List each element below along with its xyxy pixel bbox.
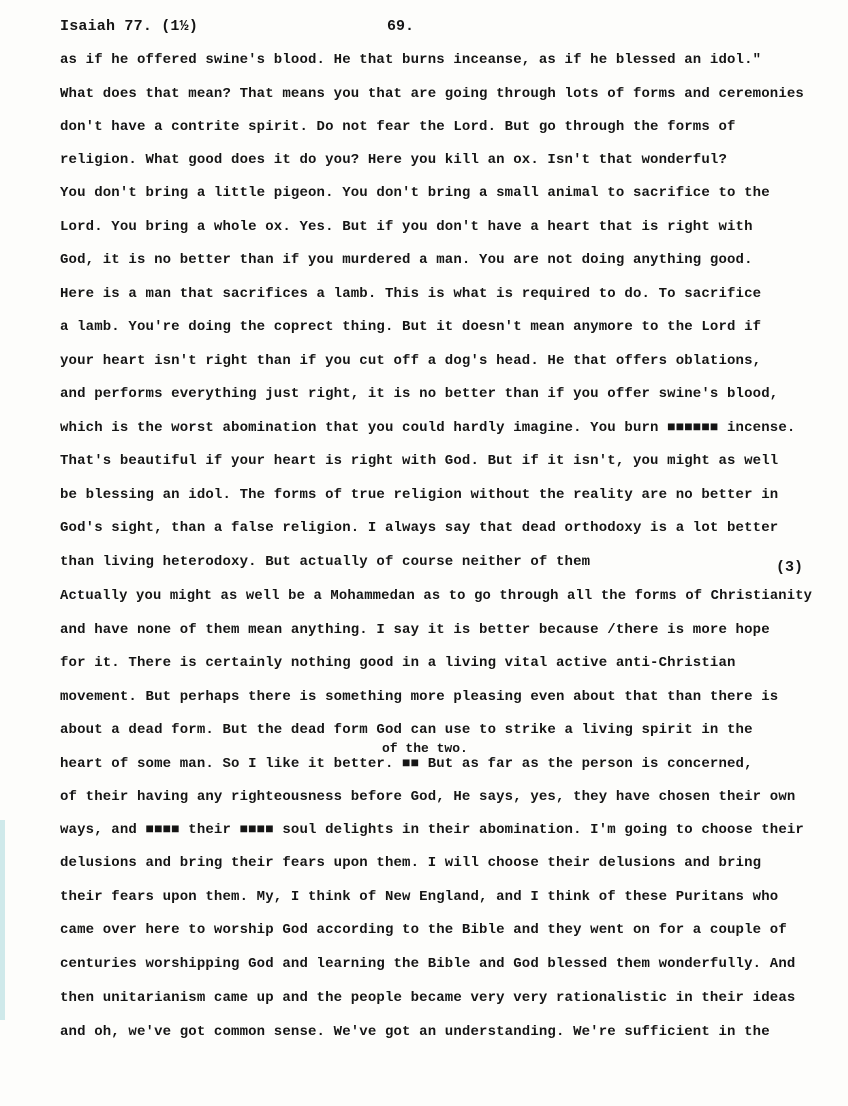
text-line: God's sight, than a false religion. I always say that dead orthodoxy is a lot better [60, 520, 779, 536]
text-line: which is the worst abomination that you could hardly imagine. You burn ■■■■■■ incense. [60, 420, 796, 436]
text-line: movement. But perhaps there is something more pleasing even about that than there is [60, 689, 779, 705]
text-line: came over here to worship God according to the Bible and they went on for a couple of [60, 922, 787, 938]
text-line: ways, and ■■■■ their ■■■■ soul delights in their abomination. I'm going to choose their [60, 822, 804, 838]
text-line: That's beautiful if your heart is right with God. But if it isn't, you might as well [60, 453, 779, 469]
chapter-reference: Isaiah 77. (1½) [60, 18, 199, 35]
text-line: don't have a contrite spirit. Do not fear the Lord. But go through the forms of [60, 119, 736, 135]
text-line: as if he offered swine's blood. He that burns inceanse, as if he blessed an idol." [60, 52, 762, 68]
text-line: then unitarianism came up and the people became very very rationalistic in their ideas [60, 990, 796, 1006]
text-line: than living heterodoxy. But actually of course neither of them [60, 554, 591, 570]
text-line: and have none of them mean anything. I say it is better because /there is more hope [60, 622, 770, 638]
text-line: your heart isn't right than if you cut off a dog's head. He that offers oblations, [60, 353, 762, 369]
interlinear-insert: of the two. [382, 741, 468, 756]
text-line: Lord. You bring a whole ox. Yes. But if you don't have a heart that is right with [60, 219, 753, 235]
text-line: delusions and bring their fears upon them. I will choose their delusions and bring [60, 855, 762, 871]
text-line: be blessing an idol. The forms of true religion without the reality are no better in [60, 487, 779, 503]
text-line: and oh, we've got common sense. We've got an understanding. We're sufficient in the [60, 1024, 770, 1040]
text-line: about a dead form. But the dead form God can use to strike a living spirit in the [60, 722, 753, 738]
text-line: a lamb. You're doing the coprect thing. But it doesn't mean anymore to the Lord if [60, 319, 762, 335]
text-line: centuries worshipping God and learning the Bible and God blessed them wonderfully. And [60, 956, 796, 972]
text-line: Actually you might as well be a Mohammedan as to go through all the forms of Christianity [60, 588, 813, 604]
margin-note: (3) [776, 559, 804, 576]
text-line: for it. There is certainly nothing good in a living vital active anti-Christian [60, 655, 736, 671]
text-line: Here is a man that sacrifices a lamb. This is what is required to do. To sacrifice [60, 286, 762, 302]
text-line: their fears upon them. My, I think of New England, and I think of these Puritans who [60, 889, 779, 905]
text-line: God, it is no better than if you murdered a man. You are not doing anything good. [60, 252, 753, 268]
text-line: of their having any righteousness before God, He says, yes, they have chosen their own [60, 789, 796, 805]
page-edge-shadow [0, 820, 5, 1020]
text-line: religion. What good does it do you? Here you kill an ox. Isn't that wonderful? [60, 152, 728, 168]
text-line: You don't bring a little pigeon. You don't bring a small animal to sacrifice to the [60, 185, 770, 201]
text-line: What does that mean? That means you that are going through lots of forms and ceremonies [60, 86, 804, 102]
text-line: and performs everything just right, it is no better than if you offer swine's blood, [60, 386, 779, 402]
page-number: 69. [387, 18, 415, 35]
text-line: heart of some man. So I like it better. ■■ But as far as the person is concerned, [60, 756, 753, 772]
